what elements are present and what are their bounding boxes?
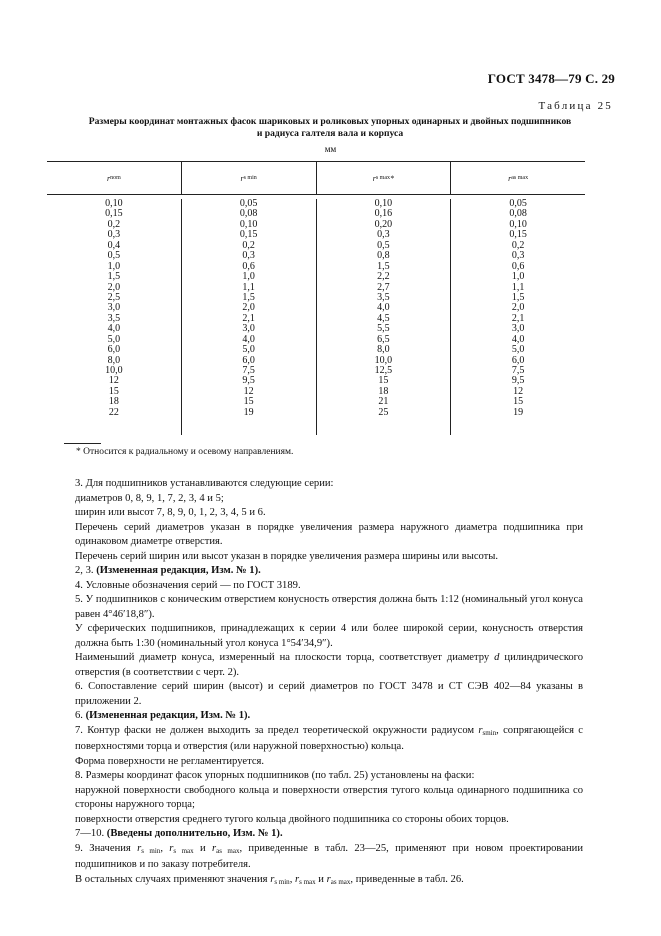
subscript: smin [482, 728, 497, 737]
table-cell: 18 [378, 385, 389, 397]
paragraph-3d: Перечень серий ширин или высот указан в порядке увеличения размера ширины или высоты. [75, 550, 499, 562]
text: и [318, 873, 324, 885]
table-cell: 12 [243, 385, 254, 397]
table-cell: 1,5 [377, 260, 390, 272]
table-cell: 4,5 [377, 312, 390, 324]
paragraph-3b: ширин или высот 7, 8, 9, 0, 1, 2, 3, 4, 5 и 6. [75, 507, 266, 518]
paragraph-3a: диаметров 0, 8, 9, 1, 7, 2, 3, 4 и 5; [75, 492, 224, 504]
table-cell: 0,2 [511, 239, 525, 251]
table-cell: 4,0 [242, 333, 255, 345]
table-header-row [47, 162, 585, 195]
paragraph-7 [75, 724, 583, 755]
table-cell: 0,08 [239, 208, 258, 220]
table-label: Таблица 25 [538, 100, 613, 112]
header-asterisk: * [390, 173, 395, 183]
amendment-number: 6. [75, 710, 83, 721]
amendment-6 [75, 709, 583, 724]
table-cell: 21 [378, 396, 389, 408]
table-cell: 2,0 [511, 302, 525, 314]
footnote: * Относится к радиальному и осевому направлениям. [76, 447, 294, 457]
table-cell: 6,0 [242, 354, 255, 366]
header-r-nom [47, 162, 182, 194]
subscript: s max [173, 846, 194, 855]
variable-r: r [169, 842, 174, 854]
paragraph-8b: поверхности отверстия среднего тугого кольца двойного подшипника со стороны обоих торцов. [75, 813, 509, 825]
table-cell: 0,4 [107, 239, 121, 251]
table-cell: 5,0 [242, 344, 255, 356]
table-cell: 7,5 [242, 365, 255, 376]
amendment-2-3 [75, 564, 583, 579]
table-cell: 12,5 [374, 365, 393, 376]
table-cell: 0,5 [107, 250, 121, 262]
header-sub: nom [110, 175, 121, 181]
table-cell: 2,2 [377, 271, 390, 283]
table-cell: 12 [513, 385, 524, 397]
table-cell: 0,5 [377, 239, 390, 251]
table-cell: 2,1 [511, 312, 525, 324]
text: , приведенные в табл. 26. [350, 873, 464, 885]
table-cell: 10,0 [374, 354, 393, 366]
amendment-note: (Измененная редакция, Изм. № 1). [85, 710, 251, 721]
amendment-number: 2, 3. [75, 565, 94, 576]
column-rs-max [317, 199, 452, 435]
paragraph-3c: Перечень серий диаметров указан в порядке увеличения размера наружного диаметра подшипника при одинаковом диаметре отверстия. [75, 521, 583, 547]
variable-d: d [494, 652, 500, 663]
amendment-number: 7—10. [75, 828, 105, 839]
table-cell: 0,20 [374, 218, 393, 230]
header-ras-max [451, 162, 585, 194]
table-title [40, 116, 620, 140]
amendment-7-10 [75, 827, 583, 842]
paragraph-4: 4. Условные обозначения серий — по ГОСТ 3189. [75, 579, 301, 591]
table-body [47, 195, 585, 435]
table-cell: 6,0 [107, 344, 121, 356]
text: и [199, 842, 206, 854]
text: , приведенные в табл. 23—25, применяют при новом проектировании подшипников и по заказу потребителя. [75, 842, 584, 870]
variable-r: r [294, 873, 300, 885]
header-main: r [106, 173, 111, 183]
table-cell: 0,2 [242, 239, 255, 251]
table-cell: 2,5 [107, 291, 121, 303]
subscript: s max [299, 877, 316, 886]
table-cell: 19 [243, 406, 254, 418]
paragraph-9a: В остальных случаях применяют значения $r_{s min}$, $r_{s max}$ и $r_{as max}$, приведенные в табл. 26. [75, 873, 464, 886]
dimensions-table [47, 161, 585, 435]
table-cell: 3,0 [107, 302, 121, 314]
table-cell: 3,0 [242, 323, 255, 335]
header-main: r [508, 173, 512, 183]
subscript: as max [216, 846, 240, 855]
table-cell: 12 [108, 375, 119, 387]
table-cell: 25 [378, 406, 389, 418]
subscript: s min [274, 877, 290, 886]
table-cell: 2,0 [242, 302, 255, 314]
table-cell: 0,6 [511, 260, 525, 272]
table-cell: 1,0 [242, 271, 255, 283]
table-cell: 1,1 [511, 281, 525, 293]
variable-r: r [326, 873, 331, 885]
paragraph-5a: У сферических подшипников, принадлежащих к серии 4 или более широкой серии, конусность отверстия должна быть 1:30 (номинальный угол конуса 1°54′34,9″). [75, 623, 583, 649]
table-cell: 0,05 [509, 198, 527, 209]
table-cell: 1,5 [511, 291, 525, 303]
table-cell: 1,5 [107, 271, 121, 283]
table-cell: 0,05 [239, 198, 258, 209]
header-main: r [240, 173, 244, 183]
table-cell: 1,1 [242, 281, 255, 293]
table-cell: 0,3 [242, 250, 255, 262]
table-cell: 0,6 [242, 260, 255, 272]
table-cell: 5,5 [377, 323, 390, 335]
table-cell: 3,0 [511, 323, 525, 335]
table-cell: 0,10 [105, 198, 123, 209]
header-main: r [372, 173, 376, 183]
table-cell: 0,3 [511, 250, 525, 262]
table-cell: 4,0 [511, 333, 525, 345]
paragraph-3: 3. Для подшипников устанавливаются следующие серии: [75, 478, 334, 489]
table-cell: 15 [243, 396, 254, 408]
table-cell: 1,0 [511, 271, 525, 283]
table-cell: 15 [378, 375, 389, 387]
variable-r: r [137, 842, 142, 854]
header-sub: s max [375, 175, 391, 181]
text: Наименьший диаметр конуса, измеренный на плоскости торца, соответствует диаметру [75, 652, 490, 663]
table-cell: 0,15 [239, 229, 258, 241]
table-cell: 8,0 [107, 354, 121, 366]
column-r-nom [47, 199, 182, 435]
paragraph-5: 5. У подшипников с коническим отверстием конусность отверстия должна быть 1:12 (номинальный угол конуса равен 4°46′18,8″). [75, 594, 583, 620]
variable-r: r [478, 724, 483, 736]
table-cell: 1,5 [242, 291, 255, 303]
body-text [75, 477, 583, 889]
table-cell: 2,7 [377, 281, 390, 293]
table-cell: 9,5 [511, 375, 525, 387]
table-cell: 0,8 [377, 250, 390, 262]
table-title-line-2: и радиуса галтеля вала и корпуса [256, 128, 404, 139]
table-cell: 2,1 [242, 312, 255, 324]
footnote-rule [64, 443, 101, 444]
paragraph-9: 9. Значения $r_{s min}$, $r_{s max}$ и $r_{as max}$, приведенные в табл. 23—25, применяют при новом проектировании подшипников и по заказу потребителя. [75, 842, 584, 870]
text: , сопрягающейся с поверхностями торца и отверстия (или наружной поверхностью) кольца. [75, 724, 583, 752]
paragraph-6: 6. Сопоставление серий ширин (высот) и серий диаметров по ГОСТ 3478 и СТ СЭВ 402—84 указаны в приложении 2. [75, 681, 583, 707]
column-rs-min [182, 199, 317, 435]
table-cell: 5,0 [511, 344, 525, 356]
table-cell: 0,3 [377, 229, 390, 241]
amendment-note: (Введены дополнительно, Изм. № 1). [106, 828, 283, 839]
header-sub: s min [243, 175, 257, 181]
table-unit: мм [324, 144, 337, 154]
variable-r: r [270, 873, 275, 885]
table-cell: 1,0 [107, 260, 121, 272]
table-cell: 0,15 [105, 208, 123, 220]
amendment-note: (Измененная редакция, Изм. № 1). [96, 565, 261, 576]
table-cell: 0,15 [509, 229, 527, 241]
header-sub: as max [511, 175, 529, 181]
header-rs-min [182, 162, 317, 194]
table-cell: 4,0 [107, 323, 121, 335]
table-cell: 7,5 [511, 365, 525, 376]
paragraph-7a: Форма поверхности не регламентируется. [75, 755, 265, 767]
table-cell: 0,08 [509, 208, 527, 220]
table-title-line-1: Размеры координат монтажных фасок шариковых и роликовых упорных одинарных и двойных подшипников [88, 116, 572, 127]
column-ras-max [451, 199, 585, 435]
table-cell: 0,16 [374, 208, 393, 220]
text: 7. Контур фаски не должен выходить за предел теоретической окружности радиусом [75, 724, 475, 736]
variable-r: r [212, 842, 217, 854]
table-cell: 6,0 [511, 354, 525, 366]
table-cell: 0,2 [107, 218, 121, 230]
text: цилиндрического отверстия (в соответствии с черт. 2). [75, 652, 584, 678]
table-cell: 0,3 [107, 229, 121, 241]
table-cell: 19 [513, 406, 524, 418]
table-cell: 4,0 [377, 302, 390, 314]
table-cell: 0,10 [509, 218, 527, 230]
table-cell: 8,0 [377, 344, 390, 356]
table-cell: 0,10 [374, 198, 393, 209]
text: 9. Значения [75, 842, 131, 854]
table-cell: 5,0 [107, 333, 121, 345]
table-cell: 9,5 [242, 375, 255, 387]
table-cell: 2,0 [107, 281, 121, 293]
header-rs-max [317, 162, 452, 194]
table-cell: 6,5 [377, 333, 390, 345]
paragraph-8: 8. Размеры координат фасок упорных подшипников (по табл. 25) установлены на фаски: [75, 770, 475, 781]
table-cell: 15 [513, 396, 524, 408]
subscript: as max [330, 877, 351, 886]
table-cell: 3,5 [107, 312, 121, 324]
paragraph-8a: наружной поверхности свободного кольца и поверхности отверстия тугого кольца одинарного подшипника со стороны наружного торца; [75, 784, 583, 810]
table-cell: 3,5 [377, 291, 390, 303]
paragraph-5b [75, 651, 583, 680]
table-cell: 22 [108, 406, 119, 418]
table-cell: 10,0 [105, 365, 123, 376]
table-cell: 0,10 [239, 218, 258, 230]
text: В остальных случаях применяют значения [75, 873, 268, 885]
table-cell: 15 [108, 385, 119, 397]
table-cell: 18 [108, 396, 119, 408]
document-reference: ГОСТ 3478—79 С. 29 [487, 71, 615, 86]
subscript: s min [141, 846, 161, 855]
